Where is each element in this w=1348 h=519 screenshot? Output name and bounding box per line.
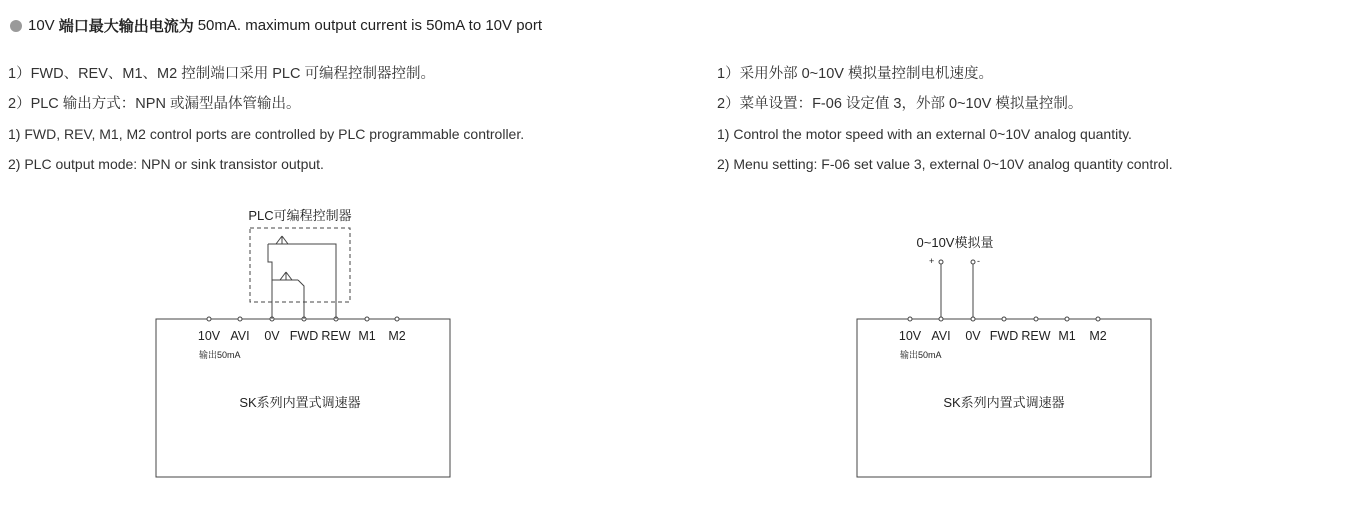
left-note-3: 1) FWD, REV, M1, M2 control ports are controlled by PLC programmable controller. — [8, 126, 525, 142]
output-note: 输出50mA — [199, 350, 241, 360]
header-rest: 50mA. maximum output current is 50mA to 10V port — [197, 17, 543, 34]
terminal-dot — [207, 317, 211, 321]
terminal-label: M1 — [1058, 329, 1076, 343]
terminal-dot — [395, 317, 399, 321]
controller-label: SK系列内置式调速器 — [239, 395, 361, 410]
source-label: 0~10V模拟量 — [916, 235, 994, 250]
terminal-label: M1 — [358, 329, 376, 343]
minus-sign: - — [977, 256, 980, 266]
common-wire — [268, 244, 272, 319]
source-plus-dot — [939, 260, 943, 264]
terminal-dot — [365, 317, 369, 321]
terminal-label: 10V — [898, 329, 922, 343]
terminal-label: FWD — [289, 329, 319, 343]
terminal-dot — [1034, 317, 1038, 321]
terminal-label: 10V — [197, 329, 221, 343]
terminal-dot — [971, 317, 975, 321]
terminal-label: M2 — [388, 329, 406, 343]
left-note-1: 1）FWD、REV、M1、M2 控制端口采用 PLC 可编程控制器控制。 — [8, 66, 435, 82]
transistor-symbol — [274, 272, 304, 319]
controller-label: SK系列内置式调速器 — [943, 395, 1065, 410]
right-note-1: 1）采用外部 0~10V 模拟量控制电机速度。 — [717, 66, 993, 82]
terminal-label: FWD — [989, 329, 1019, 343]
source-minus-dot — [971, 260, 975, 264]
right-note-3: 1) Control the motor speed with an external 0~10V analog quantity. — [717, 126, 1132, 142]
right-labels — [899, 235, 1107, 410]
terminal-dot — [1002, 317, 1006, 321]
terminal-dot — [908, 317, 912, 321]
right-diagram — [857, 260, 1151, 477]
output-note: 输出50mA — [900, 350, 942, 360]
header-prefix: 10V — [28, 17, 55, 34]
right-note-2: 2）菜单设置：F-06 设定值 3，外部 0~10V 模拟量控制。 — [717, 96, 1083, 112]
terminal-dot — [238, 317, 242, 321]
left-note-2: 2）PLC 输出方式：NPN 或漏型晶体管输出。 — [8, 96, 301, 112]
terminal-label: AVI — [931, 329, 951, 343]
transistor-symbol — [268, 236, 336, 319]
terminal-dot — [939, 317, 943, 321]
right-note-4: 2) Menu setting: F-06 set value 3, external 0~10V analog quantity control. — [717, 156, 1173, 172]
terminal-dot — [1065, 317, 1069, 321]
left-labels — [198, 208, 406, 410]
left-note-4: 2) PLC output mode: NPN or sink transistor output. — [8, 156, 324, 172]
terminal-label: AVI — [230, 329, 250, 343]
plc-dashed-box — [250, 228, 350, 302]
terminal-dot — [1096, 317, 1100, 321]
terminal-label: 0V — [264, 329, 280, 343]
header-bold-cn: 端口最大输出电流为 — [58, 18, 194, 35]
plc-label: PLC可编程控制器 — [248, 208, 352, 223]
terminal-label: REW — [1021, 329, 1051, 343]
terminal-label: 0V — [965, 329, 981, 343]
terminal-label: REW — [321, 329, 351, 343]
plus-sign: + — [929, 256, 935, 266]
terminal-label: M2 — [1089, 329, 1107, 343]
